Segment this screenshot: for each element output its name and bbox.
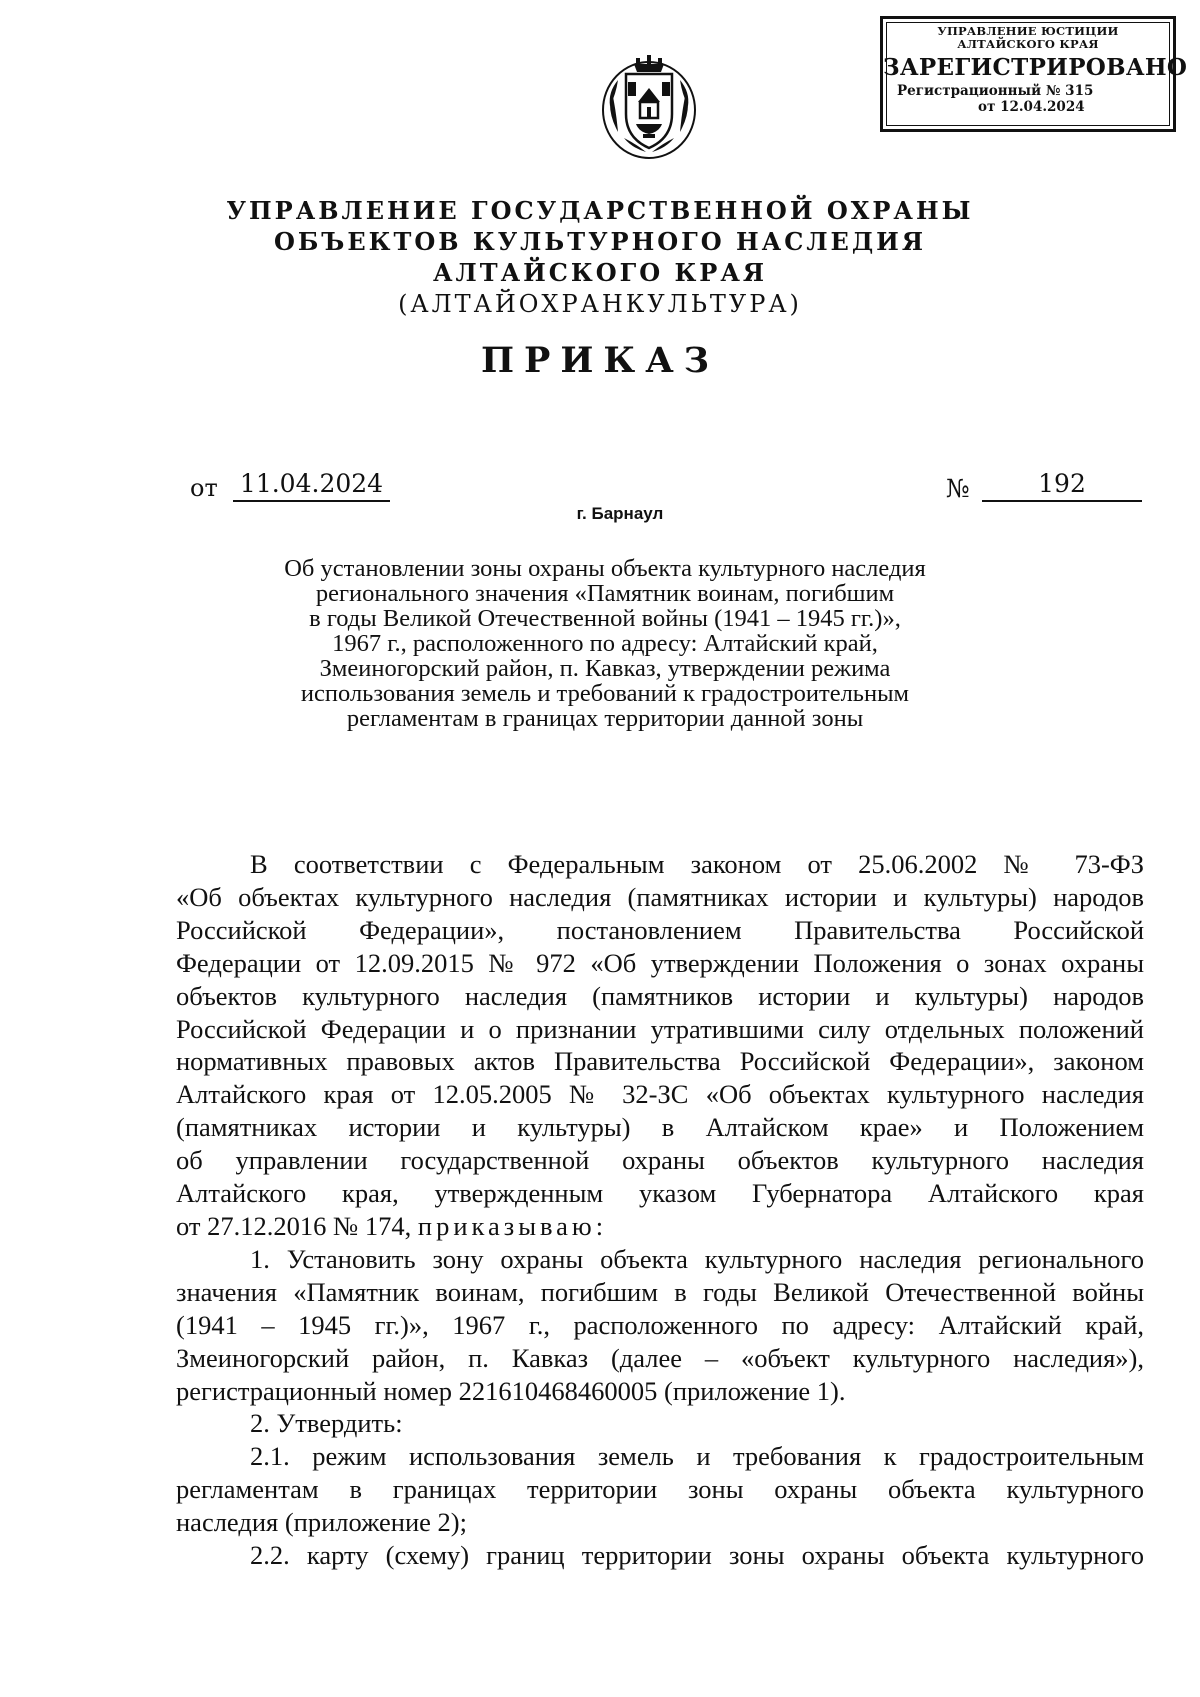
org-short-name: (АЛТАЙОХРАНКУЛЬТУРА) (398, 290, 802, 318)
body-line: Змеиногорский район, п. Кавказ (далее – «объект культурного наследия»), (176, 1342, 1144, 1373)
org-name-line2: ОБЪЕКТОВ КУЛЬТУРНОГО НАСЛЕДИЯ (273, 227, 927, 256)
stamp-reg-number: Регистрационный № 315 (897, 83, 1094, 99)
body-line: наследия (приложение 2); (176, 1507, 467, 1538)
body-line: 1. Установить зону охраны объекта культурного наследия регионального (250, 1243, 1144, 1274)
number-label: № (946, 474, 970, 503)
body-line: (1941 – 1945 гг.)», 1967 г., расположенного по адресу: Алтайский край, (176, 1309, 1144, 1340)
body-line: об управлении государственной охраны объектов культурного наследия (176, 1145, 1144, 1176)
document-title (250, 556, 960, 731)
body-line: Российской Федерации и о признании утратившими силу отдельных положений (176, 1013, 1144, 1044)
body-line: 2.2. карту (схему) границ территории зоны охраны объекта культурного (250, 1540, 1144, 1571)
coat-of-arms-emblem (598, 52, 700, 160)
title-line: 1967 г., расположенного по адресу: Алтайский край, (332, 630, 878, 657)
document-date: 11.04.2024 (233, 469, 390, 502)
stamp-inner-border (886, 22, 1170, 126)
stamp-org-line1: УПРАВЛЕНИЕ ЮСТИЦИИ (937, 24, 1119, 38)
date-label: от (190, 474, 218, 502)
body-line: объектов культурного наследия (памятников истории и культуры) народов (176, 980, 1144, 1011)
org-name-line3: АЛТАЙСКОГО КРАЯ (432, 258, 768, 287)
body-line: регламентам в границах территории зоны охраны объекта культурного (176, 1474, 1144, 1505)
stamp-reg-date: от 12.04.2024 (978, 99, 1085, 115)
body-line: Федерации от 12.09.2015 № 972 «Об утверждении Положения о зонах охраны (176, 947, 1144, 978)
body-line: значения «Памятник воинам, погибшим в годы Великой Отечественной войны (176, 1276, 1144, 1307)
document-type: ПРИКАЗ (480, 340, 720, 381)
body-line (176, 1210, 1144, 1243)
city: г. Барнаул (576, 504, 664, 523)
title-line: Змеиногорский район, п. Кавказ, утверждении режима (319, 655, 891, 682)
stamp-title: ЗАРЕГИСТРИРОВАНО (883, 54, 1188, 81)
body-line: Алтайского края от 12.05.2005 № 32-ЗС «Об объектах культурного наследия (176, 1079, 1144, 1110)
org-name-line1: УПРАВЛЕНИЕ ГОСУДАРСТВЕННОЙ ОХРАНЫ (226, 196, 974, 225)
body-line: Алтайского края, утвержденным указом Губернатора Алтайского края (176, 1178, 1144, 1209)
body-line: (памятниках истории и культуры) в Алтайском крае» и Положением (176, 1112, 1144, 1143)
title-line: регламентам в границах территории данной зоны (346, 705, 864, 732)
registration-stamp (880, 16, 1188, 132)
order-ref: от 27.12.2016 № 174, (176, 1210, 412, 1241)
title-line: использования земель и требований к градостроительным (300, 680, 910, 707)
document-body (176, 848, 1144, 1572)
document-number: 192 (982, 469, 1142, 502)
body-line: В соответствии с Федеральным законом от 25.06.2002 № 73-ФЗ (250, 849, 1144, 879)
body-line: 2.1. режим использования земель и требования к градостроительным (250, 1441, 1144, 1472)
title-line: Об установлении зоны охраны объекта культурного наследия (284, 555, 926, 582)
title-line: в годы Великой Отечественной войны (1941 – 1945 гг.)», (309, 605, 901, 632)
body-line: Российской Федерации», постановлением Правительства Российской (176, 914, 1144, 945)
order-verb: приказываю: (417, 1210, 608, 1241)
body-line: «Об объектах культурного наследия (памятниках истории и культуры) народов (176, 881, 1144, 912)
title-line: регионального значения «Памятник воинам, погибшим (315, 580, 895, 607)
body-line: регистрационный номер 221610468460005 (приложение 1). (176, 1375, 846, 1406)
body-line: 2. Утвердить: (250, 1408, 403, 1439)
body-line: нормативных правовых актов Правительства Российской Федерации», законом (176, 1046, 1144, 1077)
stamp-org-line2: АЛТАЙСКОГО КРАЯ (957, 37, 1099, 51)
